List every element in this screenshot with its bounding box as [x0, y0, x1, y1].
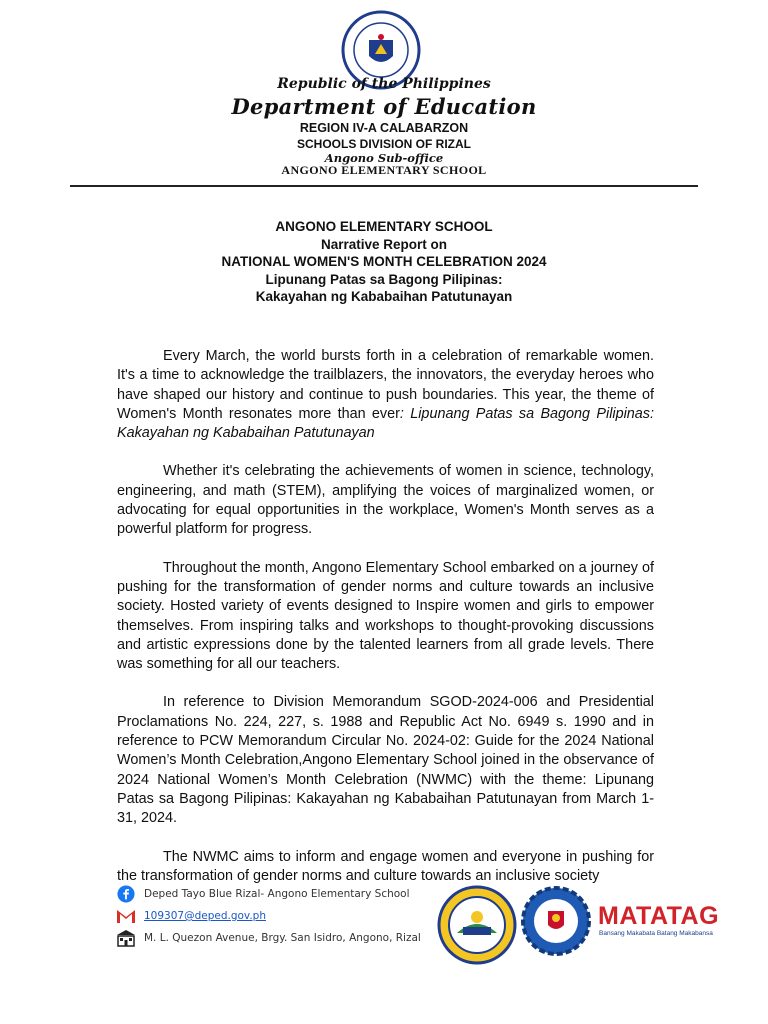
title-report: Narrative Report on: [320, 236, 448, 252]
paragraph-4: In reference to Division Memorandum SGOD-2024-006 and Presidential Proclamations No. 224, 227, s. 1988 and Republic Act No. 6949 s. 1990 and in reference to PCW Memorandum Circular No. 2024-02: Guide for the 2024 National Women’s Month Celebration,Angono Elementary School joined in the observance of 2024 National Women’s Month Celebration (NWMC) with the theme: Lipunang Patas sa Bagong Pilipinas: Kakayahan ng Kababaihan Patutunayan from March 1- 31, 2024.: [117, 694, 654, 827]
facebook-icon: [116, 885, 136, 903]
paragraph-1-text: Every March, the world bursts forth in a celebration of remarkable women. It's a time to acknowledge the trailblazers, the innovators, the everyday heroes who have shaped our history and continue to push boundaries. This year, the theme of Women's Month resonates more than ever: [117, 348, 654, 422]
title-theme-1: Lipunang Patas sa Bagong Pilipinas:: [265, 271, 503, 287]
paragraph-3: Throughout the month, Angono Elementary School embarked on a journey of pushing for the transformation of gender norms and culture towards an inclusive society. Hosted variety of events designed to Inspire women and girls to empower themselves. From inspiring talks and workshops to thought-provoking discussions and artistic expressions done by the talented learners from all grade levels. There was something for all our teachers.: [117, 559, 654, 673]
paragraph-5: The NWMC aims to inform and engage women and everyone in pushing for the transformation of gender norms and culture towards an inclusive society: [117, 848, 654, 884]
paragraph-1: [117, 347, 654, 443]
footer-address-row: [116, 929, 421, 947]
school-heading: ANGONO ELEMENTARY SCHOOL: [281, 163, 487, 177]
title-theme-2: Kakayahan ng Kababaihan Patutunayan: [255, 289, 513, 304]
address-text: M. L. Quezon Avenue, Brgy. San Isidro, Angono, Rizal: [144, 932, 421, 944]
title-school: ANGONO ELEMENTARY SCHOOL: [275, 219, 493, 234]
report-title: [0, 218, 768, 306]
department-heading: Department of Education: [231, 94, 537, 119]
division-heading: SCHOOLS DIVISION OF RIZAL: [296, 137, 471, 151]
report-body: [117, 347, 654, 905]
gmail-icon: [116, 907, 136, 925]
email-link[interactable]: 109307@deped.gov.ph: [144, 910, 266, 922]
paragraph-1-theme: : Lipunang Patas sa Bagong Pilipinas: Kakayahan ng Kababaihan Patutunayan: [117, 405, 654, 442]
paragraph-2: Whether it's celebrating the achievements of women in science, technology, engineering, and math (STEM), amplifying the voices of marginalized women, or advocating for equal opportunities in the workplace, Women's Month serves as a powerful platform for progress.: [117, 463, 654, 538]
title-celebration: NATIONAL WOMEN'S MONTH CELEBRATION 2024: [221, 254, 547, 269]
suboffice-heading: Angono Sub-office: [324, 151, 444, 165]
footer-contacts: [116, 885, 676, 955]
republic-heading: Republic of the Philippines: [277, 76, 491, 92]
region-heading: REGION IV-A CALABARZON: [299, 121, 469, 135]
footer-facebook-row[interactable]: [116, 885, 410, 903]
facebook-page-text: Deped Tayo Blue Rizal- Angono Elementary School: [144, 888, 410, 900]
division-seal-logo: [437, 885, 517, 965]
matatag-logo: MATATAG: [598, 902, 720, 930]
gear-seal-logo: [520, 885, 592, 957]
header-divider: [70, 185, 698, 187]
matatag-tagline: Bansang Makabata Batang Makabansa: [599, 930, 713, 937]
footer-email-row[interactable]: [116, 907, 266, 925]
school-building-icon: [116, 929, 136, 947]
